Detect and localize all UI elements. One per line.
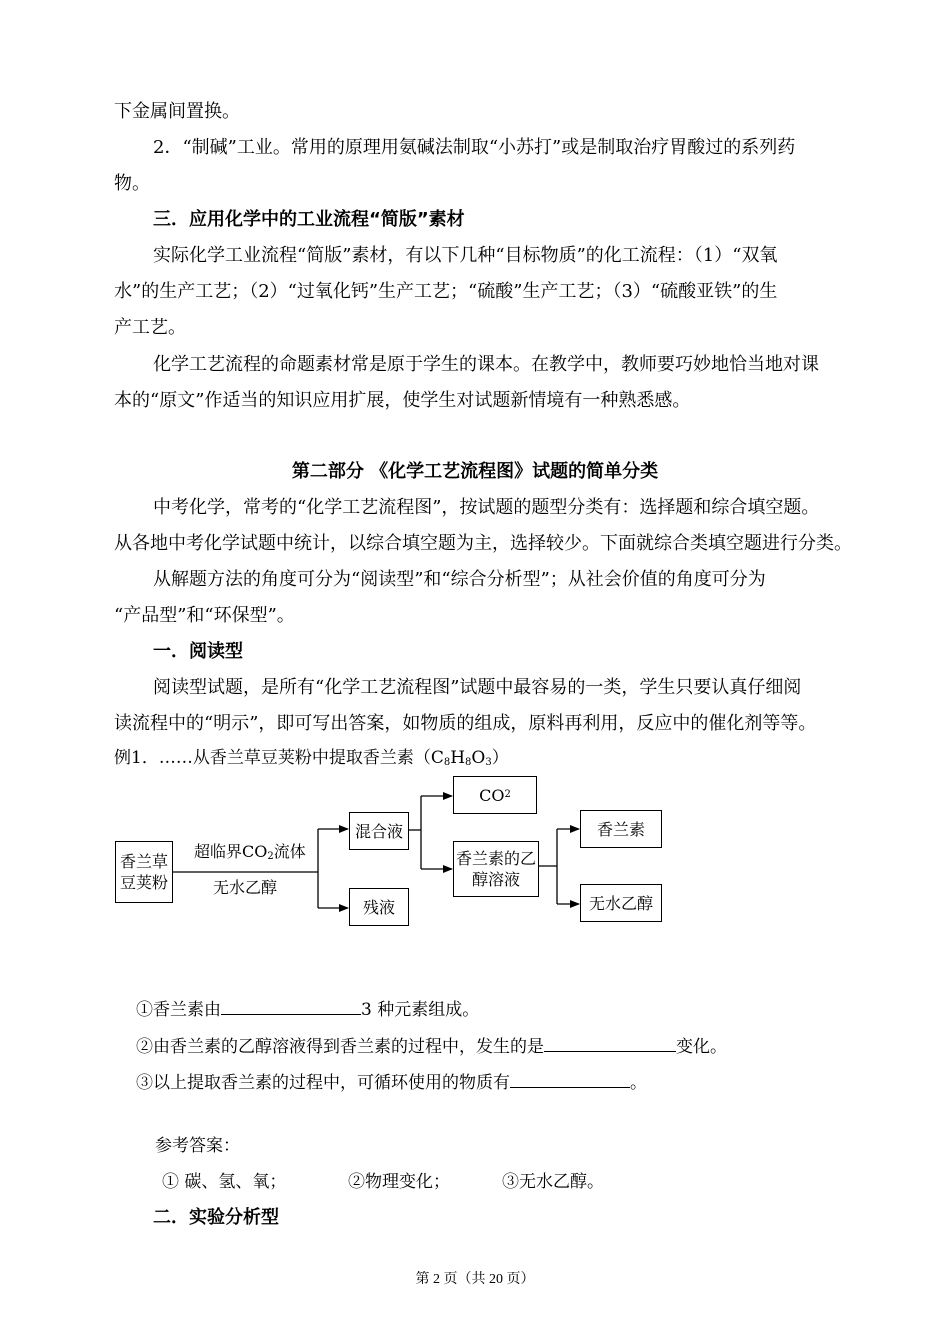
section-heading-3: 三．应用化学中的工业流程“简版”素材 xyxy=(153,209,465,230)
arrow-label-supercritical-co2: 超临界$CO_2$流体 xyxy=(194,842,306,862)
heading-experiment-analysis-type: 二．实验分析型 xyxy=(153,1207,279,1228)
flow-box-mixture: 混合液 xyxy=(349,812,409,850)
flow-box-raw-material: 香兰草 豆荚粉 xyxy=(115,841,173,903)
answers-title: 参考答案： xyxy=(155,1136,240,1156)
flow-box-residue: 残液 xyxy=(349,888,409,926)
paragraph-line: 下金属间置换。 xyxy=(114,101,240,122)
flow-box-ethanol: 无水乙醇 xyxy=(580,884,662,922)
paragraph-line: 从解题方法的角度可分为“阅读型”和“综合分析型”；从社会价值的角度可分为 xyxy=(153,569,766,590)
answer-blank-2[interactable] xyxy=(544,1033,676,1052)
answer-2: ②物理变化； xyxy=(348,1172,450,1192)
flow-box-vanillin-ethanol-solution: 香兰素的乙 醇溶液 xyxy=(453,841,539,897)
answer-blank-3[interactable] xyxy=(510,1069,630,1088)
paragraph-line: 产工艺。 xyxy=(114,317,186,338)
question-2: ②由香兰素的乙醇溶液得到香兰素的过程中，发生的是 变化。 xyxy=(136,1033,727,1059)
flow-box-co2: CO 2 xyxy=(453,776,537,814)
paragraph-line: 实际化学工业流程“简版”素材，有以下几种“目标物质”的化工流程：（1）“双氧 xyxy=(153,245,778,266)
example-1-heading: 例1．……从香兰草豆荚粉中提取香兰素$(C_8H_8O_3)$ xyxy=(114,748,509,768)
paragraph-line: 水”的生产工艺；（2）“过氧化钙”生产工艺；“硫酸”生产工艺；（3）“硫酸亚铁”的生 xyxy=(114,281,778,302)
paragraph-line: 物。 xyxy=(114,173,150,194)
paragraph-line: “产品型”和“环保型”。 xyxy=(114,605,295,626)
paragraph-line: 从各地中考化学试题中统计，以综合填空题为主，选择较少。下面就综合类填空题进行分类。 xyxy=(114,533,852,554)
arrow-label-anhydrous-ethanol: 无水乙醇 xyxy=(213,878,278,897)
paragraph-line: 中考化学，常考的“化学工艺流程图”，按试题的题型分类有：选择题和综合填空题。 xyxy=(153,497,820,518)
flow-box-vanillin: 香兰素 xyxy=(580,810,662,848)
question-1: ①香兰素由 3 种元素组成。 xyxy=(136,996,479,1022)
paragraph-line: 化学工艺流程的命题素材常是原于学生的课本。在教学中，教师要巧妙地恰当地对课 xyxy=(153,354,819,375)
paragraph-line: 2．“制碱”工业。常用的原理用氨碱法制取“小苏打”或是制取治疗胃酸过的系列药 xyxy=(153,137,796,158)
answer-blank-1[interactable] xyxy=(221,996,361,1015)
heading-reading-type: 一．阅读型 xyxy=(153,641,243,662)
answer-3: ③无水乙醇。 xyxy=(502,1172,604,1192)
question-3: ③以上提取香兰素的过程中，可循环使用的物质有 。 xyxy=(136,1069,647,1095)
answer-1: ① 碳、氢、氧； xyxy=(162,1172,287,1192)
part-two-title: 第二部分 《化学工艺流程图》试题的简单分类 xyxy=(291,461,659,482)
paragraph-line: 阅读型试题，是所有“化学工艺流程图”试题中最容易的一类，学生只要认真仔细阅 xyxy=(153,677,802,698)
page-footer: 第 2 页（共 20 页） xyxy=(415,1272,535,1287)
paragraph-line: 本的“原文”作适当的知识应用扩展，使学生对试题新情境有一种熟悉感。 xyxy=(114,390,691,411)
paragraph-line: 读流程中的“明示”，即可写出答案，如物质的组成，原料再利用，反应中的催化剂等等。 xyxy=(114,713,817,734)
